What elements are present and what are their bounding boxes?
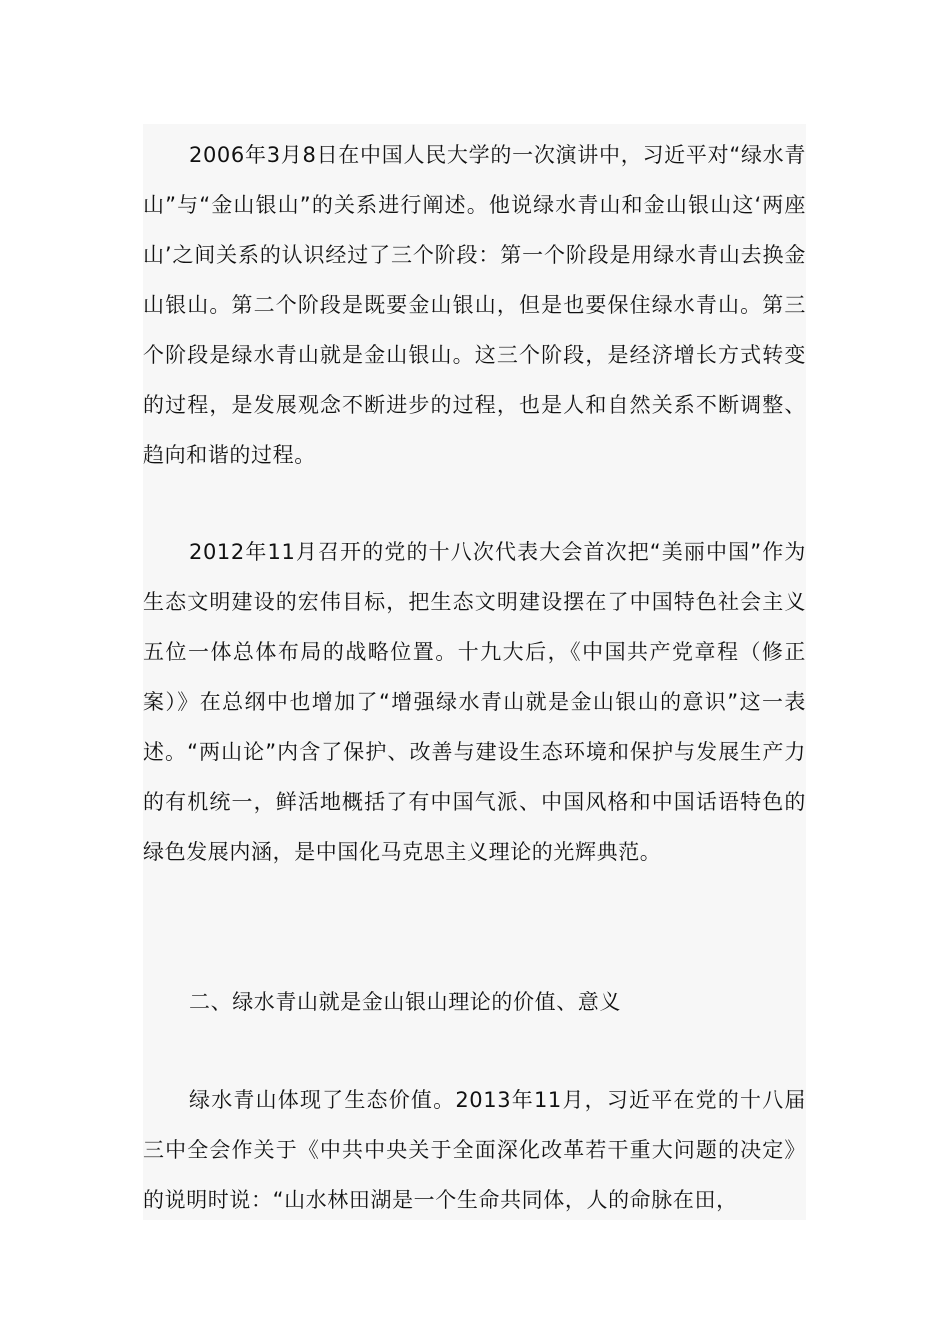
section-heading: 二、绿水青山就是金山银山理论的价值、意义 <box>189 990 621 1014</box>
document-body <box>143 124 806 1220</box>
paragraph-two-mountains-history: 2006年3月8日在中国人民大学的一次演讲中，习近平对“绿水青山”与“金山银山”的关系进行阐述。他说绿水青山和金山银山这‘两座山’之间关系的认识经过了三个阶段：第一个阶段是用绿水青山去换金山银山。第二个阶段是既要金山银山，但是也要保住绿水青山。第三个阶段是绿水青山就是金山银山。这三个阶段，是经济增长方式转变的过程，是发展观念不断进步的过程，也是人和自然关系不断调整、趋向和谐的过程。 <box>143 143 806 467</box>
paragraph-ecological-value: 绿水青山体现了生态价值。2013年11月，习近平在党的十八届三中全会作关于《中共中央关于全面深化改革若干重大问题的决定》的说明时说：“山水林田湖是一个生命共同体，人的命脉在田， <box>143 1088 806 1212</box>
paragraph-beautiful-china: 2012年11月召开的党的十八次代表大会首次把“美丽中国”作为生态文明建设的宏伟目标，把生态文明建设摆在了中国特色社会主义五位一体总体布局的战略位置。十九大后，《中国共产党章程（修正案）》在总纲中也增加了“增强绿水青山就是金山银山的意识”这一表述。“两山论”内含了保护、改善与建设生态环境和保护与发展生产力的有机统一，鲜活地概括了有中国气派、中国风格和中国话语特色的绿色发展内涵，是中国化马克思主义理论的光辉典范。 <box>143 540 806 864</box>
